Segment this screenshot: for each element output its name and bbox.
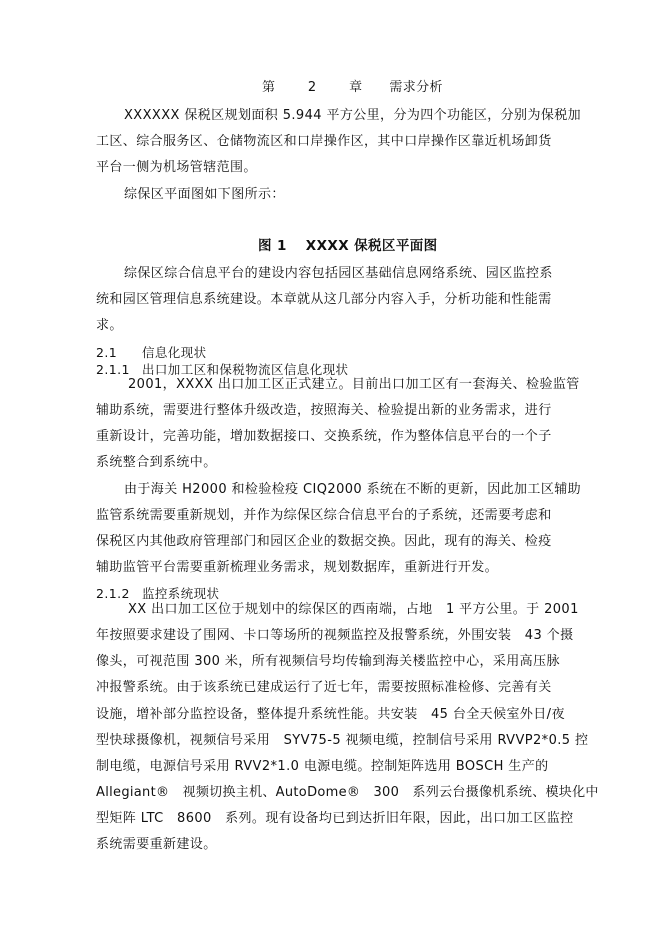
- section-number: 2.1.1: [96, 362, 130, 377]
- s212-line-6: 型快球摄像机，视频信号采用 SYV75-5 视频电缆，控制信号采用 RVVP2*0.5 控: [96, 733, 589, 748]
- figure-reference: 综保区平面图如下图所示：: [124, 187, 285, 202]
- s212-line-10: 系统需要重新建设。: [96, 837, 217, 852]
- s211-p1-line-1: 2001，XXXX 出口加工区正式建立。目前出口加工区有一套海关、检验监管: [128, 377, 580, 392]
- s212-line-5: 设施，增补部分监控设备，整体提升系统性能。共安装 45 台全天候室外日/夜: [96, 707, 565, 722]
- overview-line-2: 统和园区管理信息系统建设。本章就从这几部分内容入手，分析功能和性能需: [96, 292, 552, 307]
- section-heading-2-1: [96, 345, 207, 361]
- s211-p2-line-3: 保税区内其他政府管理部门和园区企业的数据交换。因此，现有的海关、检疫: [96, 534, 552, 549]
- section-heading-2-1-1: [96, 362, 348, 378]
- chapter-title: 第 2 章 需求分析: [262, 80, 443, 95]
- section-title: 监控系统现状: [142, 586, 220, 601]
- s212-line-9: 型矩阵 LTC 8600 系列。现有设备均已到达折旧年限，因此，出口加工区监控: [96, 811, 574, 826]
- intro-line-1: XXXXXX 保税区规划面积 5.944 平方公里，分为四个功能区，分别为保税加: [124, 108, 582, 123]
- overview-line-3: 求。: [96, 318, 123, 333]
- section-title: 信息化现状: [142, 345, 207, 360]
- s211-p1-line-4: 系统整合到系统中。: [96, 455, 217, 470]
- section-title: 出口加工区和保税物流区信息化现状: [142, 362, 349, 377]
- s211-p2-line-4: 辅助监管平台需要重新梳理业务需求，规划数据库，重新进行开发。: [96, 560, 499, 575]
- s211-p1-line-3: 重新设计，完善功能，增加数据接口、交换系统，作为整体信息平台的一个子: [96, 429, 552, 444]
- s212-line-2: 年按照要求建设了围网、卡口等场所的视频监控及报警系统，外围安装 43 个摄: [96, 628, 574, 643]
- s212-line-7: 制电缆，电源信号采用 RVV2*1.0 电源电缆。控制矩阵选用 BOSCH 生产的: [96, 759, 549, 774]
- overview-line-1: 综保区综合信息平台的建设内容包括园区基础信息网络系统、园区监控系: [124, 266, 553, 281]
- s212-line-4: 冲报警系统。由于该系统已建成运行了近七年，需要按照标准检修、完善有关: [96, 680, 552, 695]
- section-heading-2-1-2: [96, 586, 219, 602]
- intro-line-3: 平台一侧为机场管辖范围。: [96, 160, 257, 175]
- s212-line-8: Allegiant® 视频切换主机、AutoDome® 300 系列云台摄像机系统、模块化中: [96, 785, 599, 800]
- s212-line-3: 像头，可视范围 300 米，所有视频信号均传输到海关楼监控中心，采用高压脉: [96, 654, 560, 669]
- section-number: 2.1: [96, 345, 118, 360]
- s211-p1-line-2: 辅助系统，需要进行整体升级改造，按照海关、检验提出新的业务需求，进行: [96, 403, 552, 418]
- section-number: 2.1.2: [96, 586, 130, 601]
- figure-caption: 图 1 XXXX 保税区平面图: [258, 238, 438, 254]
- s211-p2-line-2: 监管系统需要重新规划，并作为综保区综合信息平台的子系统，还需要考虑和: [96, 508, 552, 523]
- intro-line-2: 工区、综合服务区、仓储物流区和口岸操作区，其中口岸操作区靠近机场卸货: [96, 134, 552, 149]
- s211-p2-line-1: 由于海关 H2000 和检验检疫 CIQ2000 系统在不断的更新，因此加工区辅助: [124, 482, 582, 497]
- s212-line-1: XX 出口加工区位于规划中的综保区的西南端，占地 1 平方公里。于 2001: [128, 602, 579, 617]
